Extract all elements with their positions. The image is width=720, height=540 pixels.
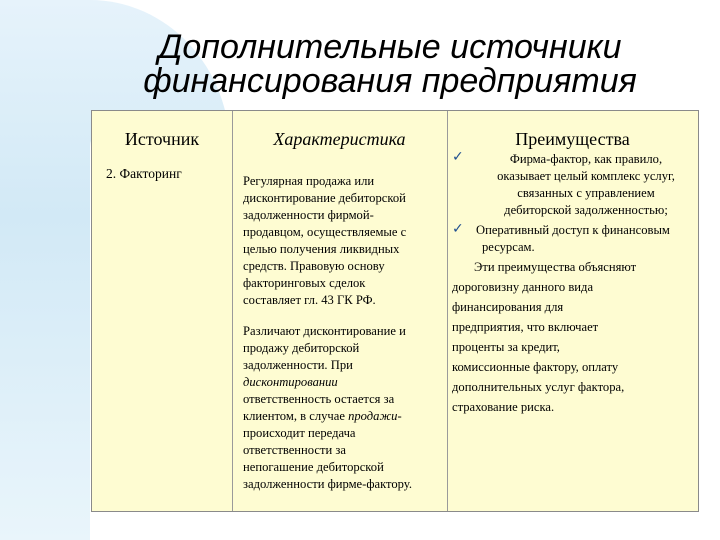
header-advantages: Преимущества — [515, 129, 630, 149]
header-source: Источник — [124, 129, 200, 149]
characteristic-line: составляет гл. 43 ГК РФ. — [243, 293, 376, 307]
characteristic-line: ответственность остается за — [243, 392, 395, 406]
factoring-table — [91, 110, 699, 512]
characteristic-line: происходит передача — [243, 426, 356, 440]
advantage-summary-line: дополнительных услуг фактора, — [452, 380, 625, 394]
advantage-summary-line: проценты за кредит, — [452, 340, 560, 354]
advantage-summary-line: дороговизну данного вида — [452, 280, 594, 294]
characteristic-paragraph-1 — [243, 173, 443, 309]
characteristic-line: ответственности за — [243, 443, 346, 457]
characteristic-line: продажу дебиторской — [243, 341, 360, 355]
characteristic-text: клиентом, в случае — [243, 409, 349, 423]
advantage-summary-line: страхование риска. — [452, 400, 555, 414]
column-divider-2 — [447, 111, 448, 511]
characteristic-line-italic: дисконтировании — [243, 375, 338, 389]
slide-title-line-1: Дополнительные источники — [158, 28, 622, 66]
characteristic-line: продавцом, осуществляемые с — [243, 225, 407, 239]
slide-title-line-2: финансирования предприятия — [143, 62, 637, 100]
checkmark-icon: ✓ — [452, 149, 464, 165]
advantage-line: Фирма-фактор, как правило, — [509, 152, 663, 166]
advantage-summary-line: комиссионные фактору, оплату — [452, 360, 619, 374]
characteristic-italic-text: продажи- — [348, 409, 402, 423]
header-characteristic: Характеристика — [273, 129, 406, 149]
advantage-bullet-2 — [476, 222, 696, 256]
characteristic-line: факторинговых сделок — [243, 276, 366, 290]
characteristic-line: задолженности фирмой- — [243, 208, 374, 222]
advantage-summary-line: финансирования для — [452, 300, 564, 314]
advantage-line: ресурсам. — [482, 240, 535, 254]
characteristic-line: задолженности. При — [243, 358, 353, 372]
characteristic-paragraph-2 — [243, 323, 443, 493]
checkmark-icon: ✓ — [452, 221, 464, 237]
advantage-line: связанных с управлением — [517, 186, 655, 200]
characteristic-line-mixed — [243, 408, 443, 425]
characteristic-line: непогашение дебиторской — [243, 460, 384, 474]
advantage-line: Оперативный доступ к финансовым — [476, 223, 670, 237]
advantage-summary-line: Эти преимущества объясняют — [474, 260, 637, 274]
characteristic-line: Регулярная продажа или — [243, 174, 375, 188]
characteristic-line: средств. Правовую основу — [243, 259, 385, 273]
advantages-summary — [452, 257, 692, 417]
advantage-summary-line: предприятия, что включает — [452, 320, 599, 334]
advantage-bullet-1 — [476, 151, 696, 219]
slide-title — [110, 30, 670, 98]
advantage-line: дебиторской задолженностью; — [504, 203, 668, 217]
characteristic-line: Различают дисконтирование и — [243, 324, 406, 338]
source-cell: 2. Факторинг — [106, 166, 182, 181]
characteristic-line: задолженности фирме-фактору. — [243, 477, 412, 491]
column-divider-1 — [232, 111, 233, 511]
characteristic-line: целью получения ликвидных — [243, 242, 400, 256]
advantage-line: оказывает целый комплекс услуг, — [497, 169, 675, 183]
characteristic-line: дисконтирование дебиторской — [243, 191, 406, 205]
